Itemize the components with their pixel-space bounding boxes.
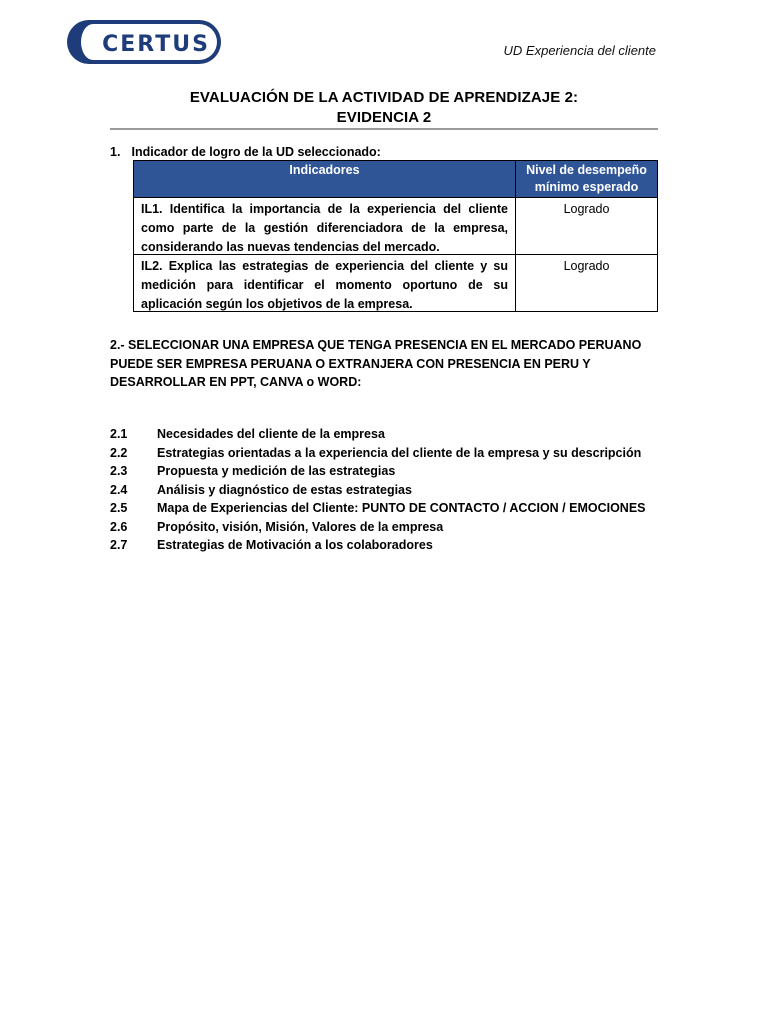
item-number: 2.1 [110,427,128,441]
section-1-heading [110,145,381,159]
level-cell: Logrado [516,255,658,312]
item-number: 2.6 [110,519,128,534]
document-title: EVALUACIÓN DE LA ACTIVIDAD DE APRENDIZAJE 2: [189,89,579,106]
item-text: Análisis y diagnóstico de estas estrategias [157,482,412,497]
item-text: Mapa de Experiencias del Cliente: PUNTO DE CONTACTO / ACCION / EMOCIONES [157,501,646,515]
title-divider [110,128,658,130]
list-item [110,536,658,555]
list-item [110,462,658,481]
item-text: Propósito, visión, Misión, Valores de la empresa [157,519,444,534]
indicator-text: IL1. Identifica la importancia de la experiencia del cliente como parte de la gestión diferenciadora de la empresa, considerando las nuevas tendencias del mercado. [141,202,508,254]
logo-text: CERTUS [102,32,210,57]
level-cell: Logrado [516,198,658,255]
list-item [110,518,658,537]
list-item [110,499,658,518]
list-item [110,425,658,444]
item-number: 2.4 [110,482,128,497]
unit-name: UD Experiencia del cliente [503,43,656,58]
item-number: 2.5 [110,501,128,515]
item-text: Estrategias de Motivación a los colaboradores [157,538,433,552]
item-number: 2.3 [110,464,128,478]
indicator-text: IL2. Explica las estrategias de experiencia del cliente y su medición para identificar el momento oportuno de su aplicación según los objetivos de la empresa. [141,259,508,311]
item-number: 2.2 [110,445,128,460]
level-column-header: Nivel de desempeño mínimo esperado [516,161,658,198]
section-2-instructions: 2.- SELECCIONAR UNA EMPRESA QUE TENGA PRESENCIA EN EL MERCADO PERUANO PUEDE SER EMPRESA PERUANA O EXTRANJERA CON PRESENCIA EN PERU Y DESARROLLAR EN PPT, CANVA o WORD: [110,338,642,389]
list-item [110,481,658,500]
indicator-cell [134,198,516,255]
section-1-number: 1. [110,145,121,159]
certus-logo [67,20,221,64]
list-item [110,444,658,463]
indicators-column-header: Indicadores [134,161,516,198]
table-row [134,255,658,312]
deliverables-list [110,425,658,555]
section-1-label: Indicador de logro de la UD seleccionado: [131,145,381,159]
document-subtitle: EVIDENCIA 2 [336,109,432,126]
table-row [134,198,658,255]
table-header-row [134,161,658,198]
item-text: Estrategias orientadas a la experiencia del cliente de la empresa y su descripción [157,445,642,460]
item-text: Propuesta y medición de las estrategias [157,464,396,478]
item-text: Necesidades del cliente de la empresa [157,427,385,441]
indicator-cell [134,255,516,312]
indicators-table [133,160,658,312]
item-number: 2.7 [110,538,128,552]
